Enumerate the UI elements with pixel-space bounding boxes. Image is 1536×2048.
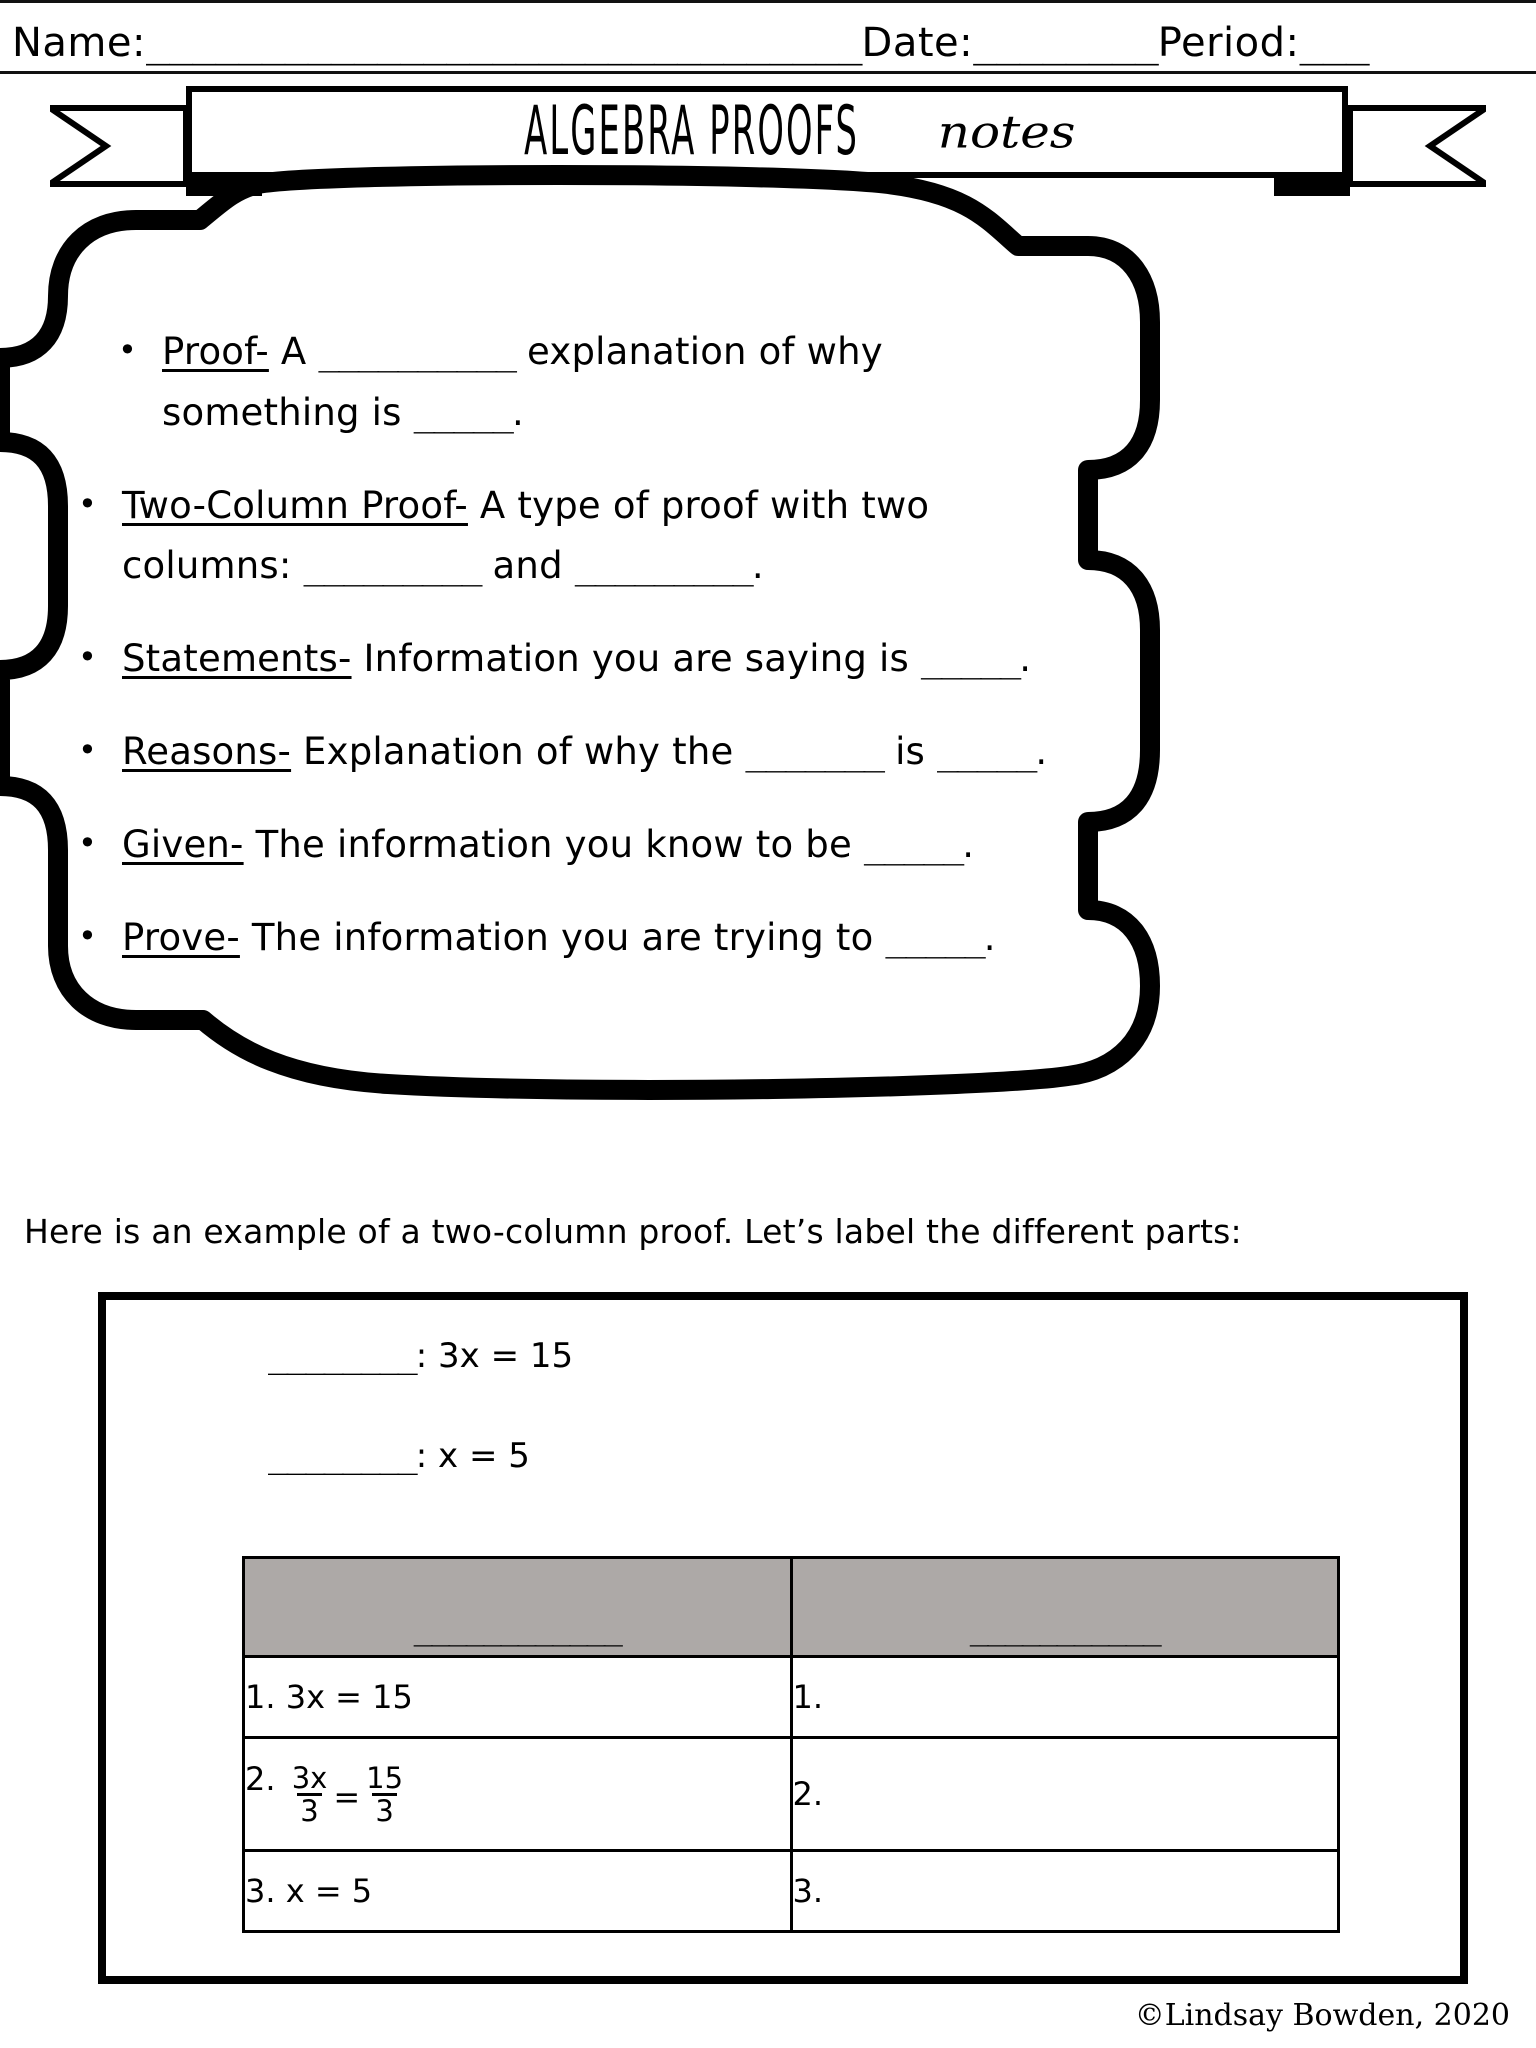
fill-in-blank[interactable]: _______: [745, 732, 884, 773]
statement-number: 3.: [245, 1872, 286, 1910]
definition-text: [122, 476, 1088, 597]
definition-text-segment: .: [983, 916, 996, 959]
fraction-right-denominator: 3: [372, 1793, 396, 1826]
definition-term: Two-Column Proof-: [122, 484, 468, 527]
definition-text-segment: .: [751, 544, 764, 587]
definition-text: [162, 322, 1088, 444]
reason-cell[interactable]: [791, 1738, 1339, 1851]
statement-equation: 3x = 15: [285, 1678, 413, 1716]
fraction: [289, 1760, 331, 1828]
definition-text-segment: .: [1035, 730, 1048, 773]
fill-in-blank[interactable]: _____: [863, 825, 963, 866]
labeled-line-1: [268, 1436, 530, 1476]
fraction: [363, 1760, 406, 1828]
fill-in-blank[interactable]: _____: [885, 918, 984, 959]
definition-text-segment: A: [268, 330, 319, 373]
table-row: [244, 1738, 1339, 1851]
bullet-dot-icon: •: [78, 485, 97, 523]
fill-in-blank[interactable]: _____: [937, 732, 1036, 773]
definition-item: [78, 908, 1088, 969]
reason-cell[interactable]: [791, 1657, 1339, 1738]
statements-column-header-blank[interactable]: ____________: [413, 1609, 621, 1647]
reason-number: 2.: [792, 1775, 824, 1813]
definition-text-segment: explanation of why something is: [162, 330, 883, 434]
definition-text-segment: and: [480, 544, 575, 587]
fraction-left-numerator: 3x: [291, 1760, 328, 1795]
definition-item: [78, 722, 1088, 783]
reason-number: 1.: [792, 1678, 824, 1716]
definition-term: Given-: [122, 823, 244, 866]
date-label: Date:: [861, 20, 974, 66]
definition-text-segment: Explanation of why the: [291, 730, 746, 773]
fill-in-blank[interactable]: _____: [413, 393, 512, 434]
labeled-line-0-equation: : 3x = 15: [415, 1336, 574, 1376]
definition-item: [78, 629, 1088, 690]
definition-text-segment: .: [1019, 637, 1032, 680]
definition-text-segment: A type of proof with two columns:: [122, 484, 930, 587]
fraction-right-numerator: 15: [366, 1760, 404, 1795]
example-caption: Here is an example of a two-column proof. Let’s label the different parts:: [24, 1212, 1242, 1251]
definition-text-segment: Information you are saying is: [351, 637, 921, 680]
reason-cell[interactable]: [791, 1851, 1339, 1932]
definition-text-segment: .: [962, 823, 975, 866]
name-label: Name:: [12, 20, 146, 66]
statement-cell: [244, 1657, 792, 1738]
student-info-header: [0, 0, 1536, 74]
reasons-column-header: [791, 1558, 1339, 1657]
bullet-dot-icon: •: [78, 731, 97, 769]
definition-text-segment: .: [511, 391, 524, 434]
fill-in-blank[interactable]: _________: [303, 546, 481, 587]
bullet-dot-icon: •: [118, 331, 137, 369]
definition-item: [78, 815, 1088, 876]
statement-number: 1.: [245, 1678, 286, 1716]
labeled-line-1-blank[interactable]: ________: [268, 1436, 416, 1476]
definition-text-segment: The information you know to be: [243, 823, 864, 866]
fraction-operator: =: [333, 1777, 361, 1816]
period-blank-field[interactable]: ___: [1299, 20, 1369, 66]
statement-equation: x = 5: [285, 1872, 373, 1910]
definition-item: [118, 322, 1088, 444]
definition-term: Proof-: [162, 330, 269, 373]
two-column-proof-table: [242, 1556, 1340, 1933]
definition-text: [122, 722, 1047, 783]
example-proof-box: [98, 1292, 1468, 1984]
statement-cell: [244, 1851, 792, 1932]
definition-term: Prove-: [122, 916, 240, 959]
date-blank-field[interactable]: ________: [973, 20, 1158, 66]
bullet-dot-icon: •: [78, 917, 97, 955]
definition-text: [122, 629, 1031, 690]
definition-text-segment: The information you are trying to: [239, 916, 886, 959]
statement-cell: [244, 1738, 792, 1851]
bullet-dot-icon: •: [78, 824, 97, 862]
bullet-dot-icon: •: [78, 638, 97, 676]
definitions-list: [78, 322, 1088, 1001]
fill-in-blank[interactable]: _________: [574, 546, 752, 587]
table-row: [244, 1851, 1339, 1932]
definition-text: [122, 908, 996, 969]
fill-in-blank[interactable]: __________: [318, 332, 516, 373]
statement-number: 2.: [245, 1759, 286, 1798]
definition-term: Reasons-: [122, 730, 292, 773]
period-label: Period:: [1157, 20, 1300, 66]
definition-text-segment: is: [883, 730, 937, 773]
labeled-line-0: [268, 1336, 573, 1376]
labeled-line-0-blank[interactable]: ________: [268, 1336, 416, 1376]
reason-number: 3.: [792, 1872, 824, 1910]
table-header-row: [244, 1558, 1339, 1657]
table-row: [244, 1657, 1339, 1738]
fraction-left-denominator: 3: [297, 1793, 321, 1826]
statements-column-header: [244, 1558, 792, 1657]
copyright-footer: ©Lindsay Bowden, 2020: [1134, 1998, 1510, 2033]
definition-item: [78, 476, 1088, 597]
definition-term: Statements-: [122, 637, 352, 680]
name-blank-field[interactable]: _______________________________: [145, 20, 862, 66]
fill-in-blank[interactable]: _____: [920, 639, 1020, 680]
banner-title-main: ALGEBRA PROOFS: [523, 93, 859, 171]
reasons-column-header-blank[interactable]: ___________: [969, 1609, 1160, 1647]
statement-equation: [286, 1760, 409, 1829]
banner-title-script: notes: [937, 105, 1076, 159]
definition-text: [122, 815, 974, 876]
labeled-line-1-equation: : x = 5: [415, 1436, 530, 1476]
